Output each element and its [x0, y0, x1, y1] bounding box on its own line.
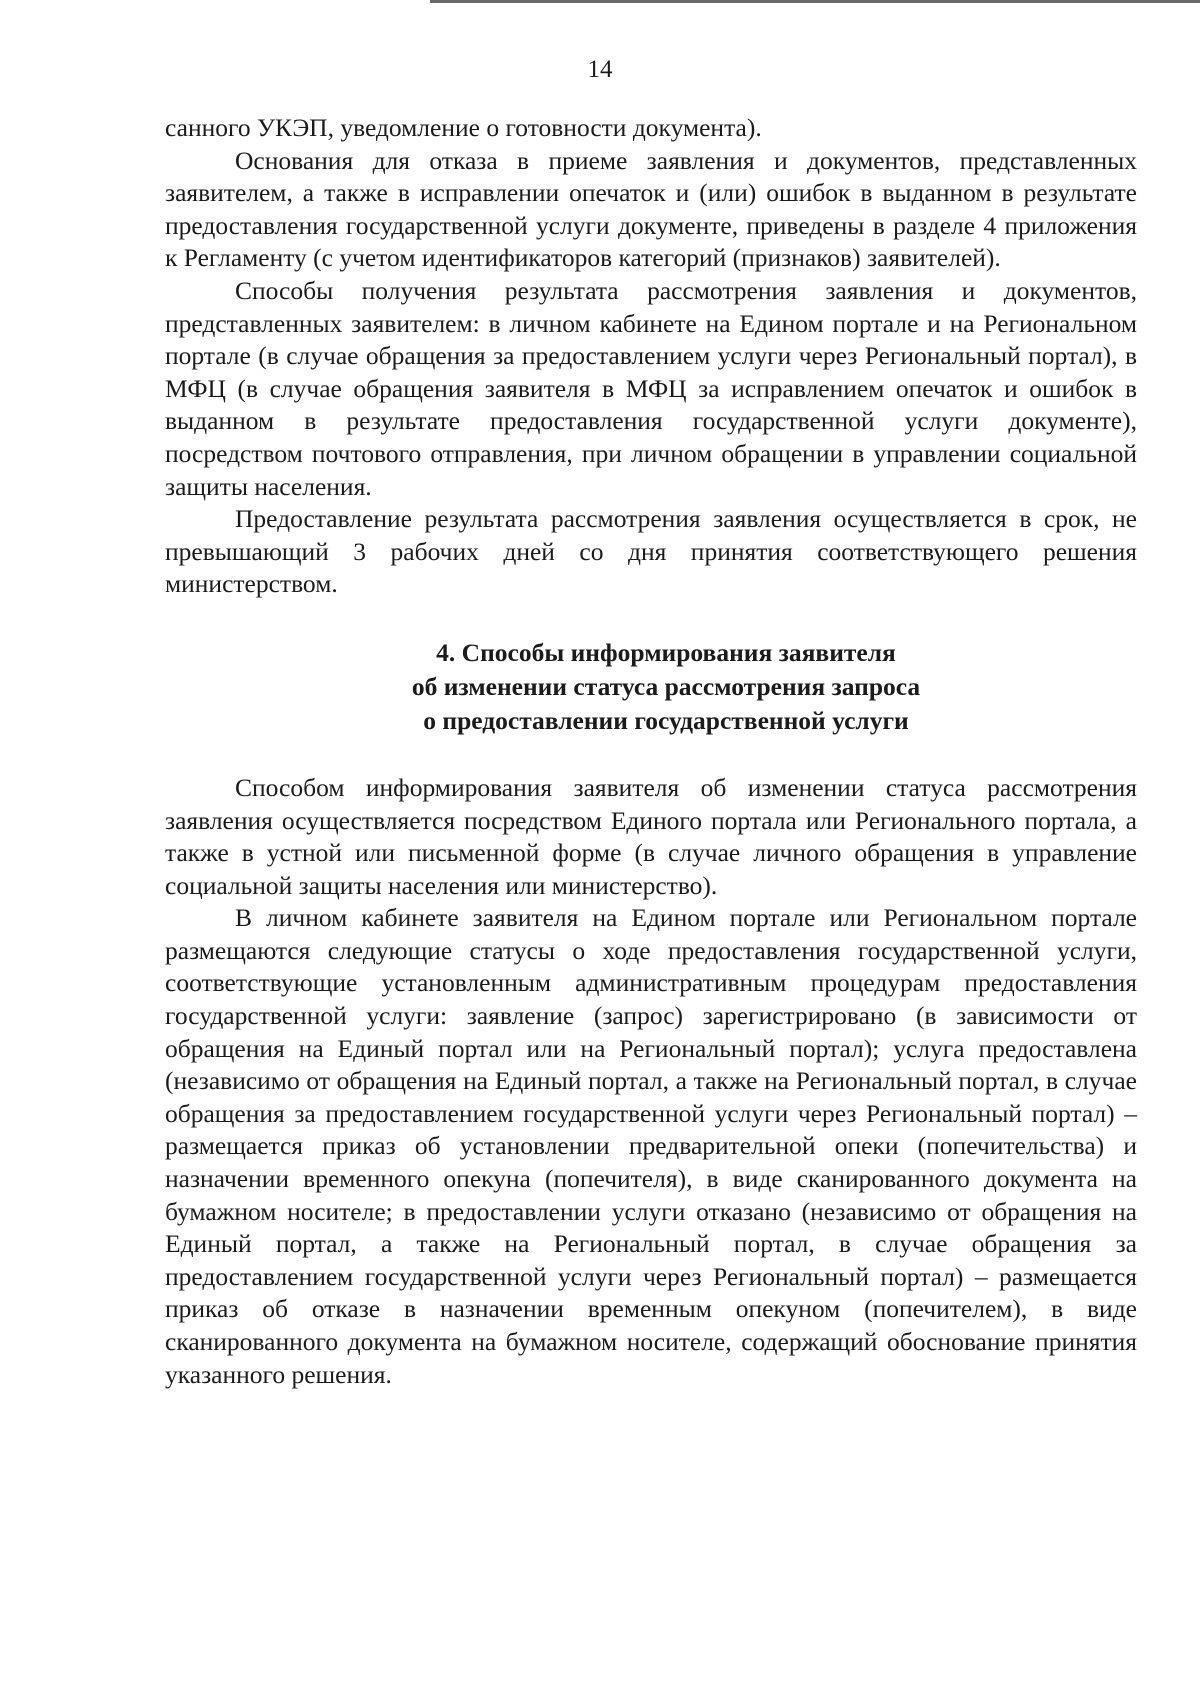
paragraph-continuation: санного УКЭП, уведомление о готовности документа). [165, 113, 762, 142]
scan-edge-line [430, 0, 1200, 3]
paragraph-result-deadline: Предоставление результата рассмотрения заявления осуществляется в срок, не превышающий 3 рабочих дней со дня принятия соответствующего решения министерством. [165, 504, 1137, 599]
paragraph-informing-method: Способом информирования заявителя об изменении статуса рассмотрения заявления осуществляется посредством Единого портала или Регионального портала, а также в устной или письменной форме (в случае личного обращения в управление социальной защиты населения или министерство). [165, 772, 1137, 900]
paragraph-result-methods: Способы получения результата рассмотрения заявления и документов, представленных заявителем: в личном кабинете на Едином портале и на Региональном портале (в случае обращения за предоставлением услуги через Региональный портал), в МФЦ (в случае обращения заявителя в МФЦ за исправлением опечаток и ошибок в выданном в результате предоставления государственной услуги документе), посредством почтового отправления, при личном обращении в управлении социальной защиты населения. [165, 275, 1137, 501]
document-body [165, 112, 1137, 1391]
paragraph-refusal-grounds: Основания для отказа в приеме заявления и документов, представленных заявителем, а также в исправлении опечаток и (или) ошибок в выданном в результате предоставления государственной услуги документе, приведены в разделе 4 приложения к Регламенту (с учетом идентификаторов категорий (признаков) заявителей). [165, 145, 1137, 273]
paragraph-status-list: В личном кабинете заявителя на Едином портале или Региональном портале размещаются следующие статусы о ходе предоставления государственной услуги, соответствующие установленным административным процедурам предоставления государственной услуги: заявление (запрос) зарегистрировано (в зависимости от обращения на Единый портал или на Региональный портал); услуга предоставлена (независимо от обращения на Единый портал, а также на Региональный портал, в случае обращения за предоставлением государственной услуги через Региональный портал) – размещается приказ об установлении предварительной опеки (попечительства) и назначении временного опекуна (попечителя), в виде сканированного документа на бумажном носителе; в предоставлении услуги отказано (независимо от обращения на Единый портал, а также на Региональный портал, в случае обращения за предоставлением государственной услуги через Региональный портал) – размещается приказ об отказе в назначении временным опекуном (попечителем), в виде сканированного документа на бумажном носителе, содержащий обоснование принятия указанного решения. [165, 903, 1137, 1389]
section-heading-line-1: 4. Способы информирования заявителя [436, 637, 896, 667]
section-heading [165, 636, 1137, 738]
page-number: 14 [587, 56, 613, 83]
section-heading-line-3: о предоставлении государственной услуги [423, 705, 909, 735]
section-heading-line-2: об изменении статуса рассмотрения запроса [411, 671, 921, 701]
